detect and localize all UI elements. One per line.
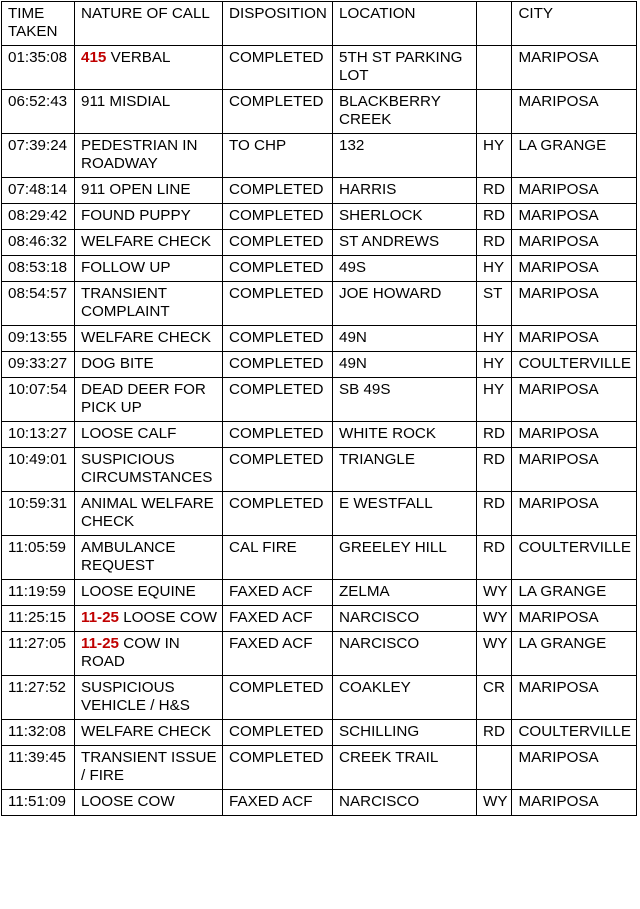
cell-suffix — [477, 46, 512, 90]
cell-suffix: RD — [477, 230, 512, 256]
cell-city: MARIPOSA — [512, 230, 637, 256]
header-row — [2, 2, 637, 46]
cell-suffix: HY — [477, 326, 512, 352]
cell-time: 11:27:05 — [2, 632, 75, 676]
cell-suffix: RD — [477, 448, 512, 492]
cell-nature — [75, 378, 223, 422]
cell-city: MARIPOSA — [512, 676, 637, 720]
cell-disposition: COMPLETED — [223, 720, 333, 746]
cell-nature — [75, 632, 223, 676]
cell-location: SHERLOCK — [333, 204, 477, 230]
table-row — [2, 580, 637, 606]
cell-disposition: CAL FIRE — [223, 536, 333, 580]
cell-suffix: HY — [477, 134, 512, 178]
cell-disposition: COMPLETED — [223, 256, 333, 282]
cell-nature — [75, 580, 223, 606]
cell-time: 09:13:55 — [2, 326, 75, 352]
table-row — [2, 352, 637, 378]
table-row — [2, 632, 637, 676]
nature-text: LOOSE CALF — [81, 425, 177, 442]
cell-suffix: HY — [477, 378, 512, 422]
cell-city: MARIPOSA — [512, 204, 637, 230]
cell-location: JOE HOWARD — [333, 282, 477, 326]
cell-nature — [75, 676, 223, 720]
cell-disposition: FAXED ACF — [223, 790, 333, 816]
cell-time: 11:39:45 — [2, 746, 75, 790]
cell-time: 07:48:14 — [2, 178, 75, 204]
cell-time: 11:32:08 — [2, 720, 75, 746]
cell-nature — [75, 790, 223, 816]
cell-suffix: RD — [477, 492, 512, 536]
cell-disposition: COMPLETED — [223, 676, 333, 720]
cell-nature — [75, 134, 223, 178]
cell-suffix — [477, 746, 512, 790]
cell-nature — [75, 606, 223, 632]
cell-disposition: COMPLETED — [223, 230, 333, 256]
cell-disposition: FAXED ACF — [223, 580, 333, 606]
cell-city: MARIPOSA — [512, 378, 637, 422]
cell-time: 11:19:59 — [2, 580, 75, 606]
cell-time: 11:25:15 — [2, 606, 75, 632]
cell-disposition: COMPLETED — [223, 282, 333, 326]
cell-city: COULTERVILLE — [512, 352, 637, 378]
nature-text: AMBULANCE REQUEST — [81, 539, 180, 574]
call-code: 11-25 — [81, 609, 120, 626]
cell-suffix: RD — [477, 720, 512, 746]
nature-text: LOOSE COW — [81, 793, 175, 810]
nature-text: FOUND PUPPY — [81, 207, 191, 224]
cell-city: LA GRANGE — [512, 580, 637, 606]
table-row — [2, 422, 637, 448]
nature-text: 911 OPEN LINE — [81, 181, 191, 198]
cell-disposition: TO CHP — [223, 134, 333, 178]
nature-text: WELFARE CHECK — [81, 233, 211, 250]
cell-time: 08:46:32 — [2, 230, 75, 256]
nature-text: SUSPICIOUS VEHICLE / H&S — [81, 679, 190, 714]
nature-text: SUSPICIOUS CIRCUMSTANCES — [81, 451, 213, 486]
cell-time: 11:51:09 — [2, 790, 75, 816]
table-row — [2, 536, 637, 580]
cell-suffix: ST — [477, 282, 512, 326]
cell-location: E WESTFALL — [333, 492, 477, 536]
cell-location: SCHILLING — [333, 720, 477, 746]
cell-suffix: HY — [477, 352, 512, 378]
cell-disposition: COMPLETED — [223, 352, 333, 378]
cell-location: COAKLEY — [333, 676, 477, 720]
cell-time: 10:49:01 — [2, 448, 75, 492]
cell-location: HARRIS — [333, 178, 477, 204]
cell-location: CREEK TRAIL — [333, 746, 477, 790]
cell-nature — [75, 422, 223, 448]
nature-text: WELFARE CHECK — [81, 723, 211, 740]
nature-text: PEDESTRIAN IN ROADWAY — [81, 137, 202, 172]
cell-disposition: COMPLETED — [223, 422, 333, 448]
call-log-body — [2, 46, 637, 816]
call-log — [1, 1, 637, 816]
call-code: 415 — [81, 49, 107, 66]
cell-nature — [75, 352, 223, 378]
table-row — [2, 448, 637, 492]
cell-city: MARIPOSA — [512, 90, 637, 134]
cell-nature — [75, 46, 223, 90]
table-row — [2, 676, 637, 720]
cell-suffix: RD — [477, 178, 512, 204]
table-row — [2, 790, 637, 816]
table-row — [2, 46, 637, 90]
cell-city: MARIPOSA — [512, 46, 637, 90]
cell-time: 11:27:52 — [2, 676, 75, 720]
cell-disposition: COMPLETED — [223, 204, 333, 230]
cell-time: 08:54:57 — [2, 282, 75, 326]
cell-city: COULTERVILLE — [512, 720, 637, 746]
cell-nature — [75, 492, 223, 536]
cell-location: NARCISCO — [333, 790, 477, 816]
nature-text: LOOSE EQUINE — [81, 583, 196, 600]
cell-location: 132 — [333, 134, 477, 178]
cell-location: 49N — [333, 352, 477, 378]
cell-nature — [75, 230, 223, 256]
cell-suffix: RD — [477, 422, 512, 448]
cell-location: TRIANGLE — [333, 448, 477, 492]
nature-text: TRANSIENT COMPLAINT — [81, 285, 172, 320]
cell-nature — [75, 178, 223, 204]
header-time: TIME TAKEN — [2, 2, 75, 46]
cell-disposition: COMPLETED — [223, 492, 333, 536]
cell-suffix: CR — [477, 676, 512, 720]
cell-disposition: COMPLETED — [223, 46, 333, 90]
cell-disposition: COMPLETED — [223, 326, 333, 352]
cell-city: MARIPOSA — [512, 492, 637, 536]
cell-city: MARIPOSA — [512, 326, 637, 352]
cell-time: 10:59:31 — [2, 492, 75, 536]
cell-time: 08:29:42 — [2, 204, 75, 230]
cell-location: GREELEY HILL — [333, 536, 477, 580]
header-disposition: DISPOSITION — [223, 2, 333, 46]
cell-nature — [75, 282, 223, 326]
header-suffix — [477, 2, 512, 46]
cell-disposition: COMPLETED — [223, 178, 333, 204]
cell-suffix: WY — [477, 632, 512, 676]
cell-disposition: FAXED ACF — [223, 606, 333, 632]
cell-city: MARIPOSA — [512, 282, 637, 326]
cell-time: 11:05:59 — [2, 536, 75, 580]
cell-city: MARIPOSA — [512, 448, 637, 492]
cell-time: 08:53:18 — [2, 256, 75, 282]
cell-suffix: RD — [477, 204, 512, 230]
header-city: CITY — [512, 2, 637, 46]
table-row — [2, 720, 637, 746]
nature-text: LOOSE COW — [119, 609, 217, 626]
cell-location: SB 49S — [333, 378, 477, 422]
cell-city: MARIPOSA — [512, 256, 637, 282]
cell-nature — [75, 326, 223, 352]
cell-location: WHITE ROCK — [333, 422, 477, 448]
cell-disposition: COMPLETED — [223, 448, 333, 492]
cell-time: 09:33:27 — [2, 352, 75, 378]
cell-city: LA GRANGE — [512, 134, 637, 178]
table-row — [2, 746, 637, 790]
nature-text: WELFARE CHECK — [81, 329, 211, 346]
nature-text: 911 MISDIAL — [81, 93, 171, 110]
cell-disposition: COMPLETED — [223, 90, 333, 134]
cell-suffix: RD — [477, 536, 512, 580]
table-row — [2, 90, 637, 134]
table-row — [2, 606, 637, 632]
cell-nature — [75, 204, 223, 230]
cell-time: 06:52:43 — [2, 90, 75, 134]
table-row — [2, 326, 637, 352]
table-row — [2, 230, 637, 256]
nature-text: ANIMAL WELFARE CHECK — [81, 495, 219, 530]
table-row — [2, 282, 637, 326]
cell-nature — [75, 448, 223, 492]
cell-location: 49N — [333, 326, 477, 352]
cell-disposition: COMPLETED — [223, 378, 333, 422]
cell-disposition: FAXED ACF — [223, 632, 333, 676]
nature-text: DEAD DEER FOR PICK UP — [81, 381, 211, 416]
cell-city: MARIPOSA — [512, 790, 637, 816]
nature-text: TRANSIENT ISSUE / FIRE — [81, 749, 221, 784]
cell-location: BLACKBERRY CREEK — [333, 90, 477, 134]
cell-city: MARIPOSA — [512, 178, 637, 204]
header-location: LOCATION — [333, 2, 477, 46]
table-row — [2, 134, 637, 178]
cell-time: 07:39:24 — [2, 134, 75, 178]
nature-text: DOG BITE — [81, 355, 154, 372]
table-row — [2, 378, 637, 422]
cell-nature — [75, 536, 223, 580]
cell-city: COULTERVILLE — [512, 536, 637, 580]
cell-location: ST ANDREWS — [333, 230, 477, 256]
cell-suffix: WY — [477, 790, 512, 816]
header-nature: NATURE OF CALL — [75, 2, 223, 46]
nature-text: FOLLOW UP — [81, 259, 171, 276]
cell-city: LA GRANGE — [512, 632, 637, 676]
cell-nature — [75, 746, 223, 790]
nature-text: COW IN ROAD — [81, 635, 184, 670]
cell-location: 49S — [333, 256, 477, 282]
cell-city: MARIPOSA — [512, 606, 637, 632]
cell-suffix — [477, 90, 512, 134]
cell-city: MARIPOSA — [512, 746, 637, 790]
cell-time: 10:13:27 — [2, 422, 75, 448]
nature-text: VERBAL — [106, 49, 171, 66]
cell-suffix: HY — [477, 256, 512, 282]
table-row — [2, 178, 637, 204]
cell-nature — [75, 90, 223, 134]
table-row — [2, 492, 637, 536]
cell-time: 01:35:08 — [2, 46, 75, 90]
cell-nature — [75, 720, 223, 746]
table-row — [2, 256, 637, 282]
table-row — [2, 204, 637, 230]
cell-time: 10:07:54 — [2, 378, 75, 422]
cell-location: NARCISCO — [333, 632, 477, 676]
cell-location: ZELMA — [333, 580, 477, 606]
cell-disposition: COMPLETED — [223, 746, 333, 790]
cell-suffix: WY — [477, 606, 512, 632]
cell-location: 5TH ST PARKING LOT — [333, 46, 477, 90]
cell-nature — [75, 256, 223, 282]
call-code: 11-25 — [81, 635, 120, 652]
call-log-table — [1, 1, 637, 816]
cell-suffix: WY — [477, 580, 512, 606]
cell-city: MARIPOSA — [512, 422, 637, 448]
cell-location: NARCISCO — [333, 606, 477, 632]
